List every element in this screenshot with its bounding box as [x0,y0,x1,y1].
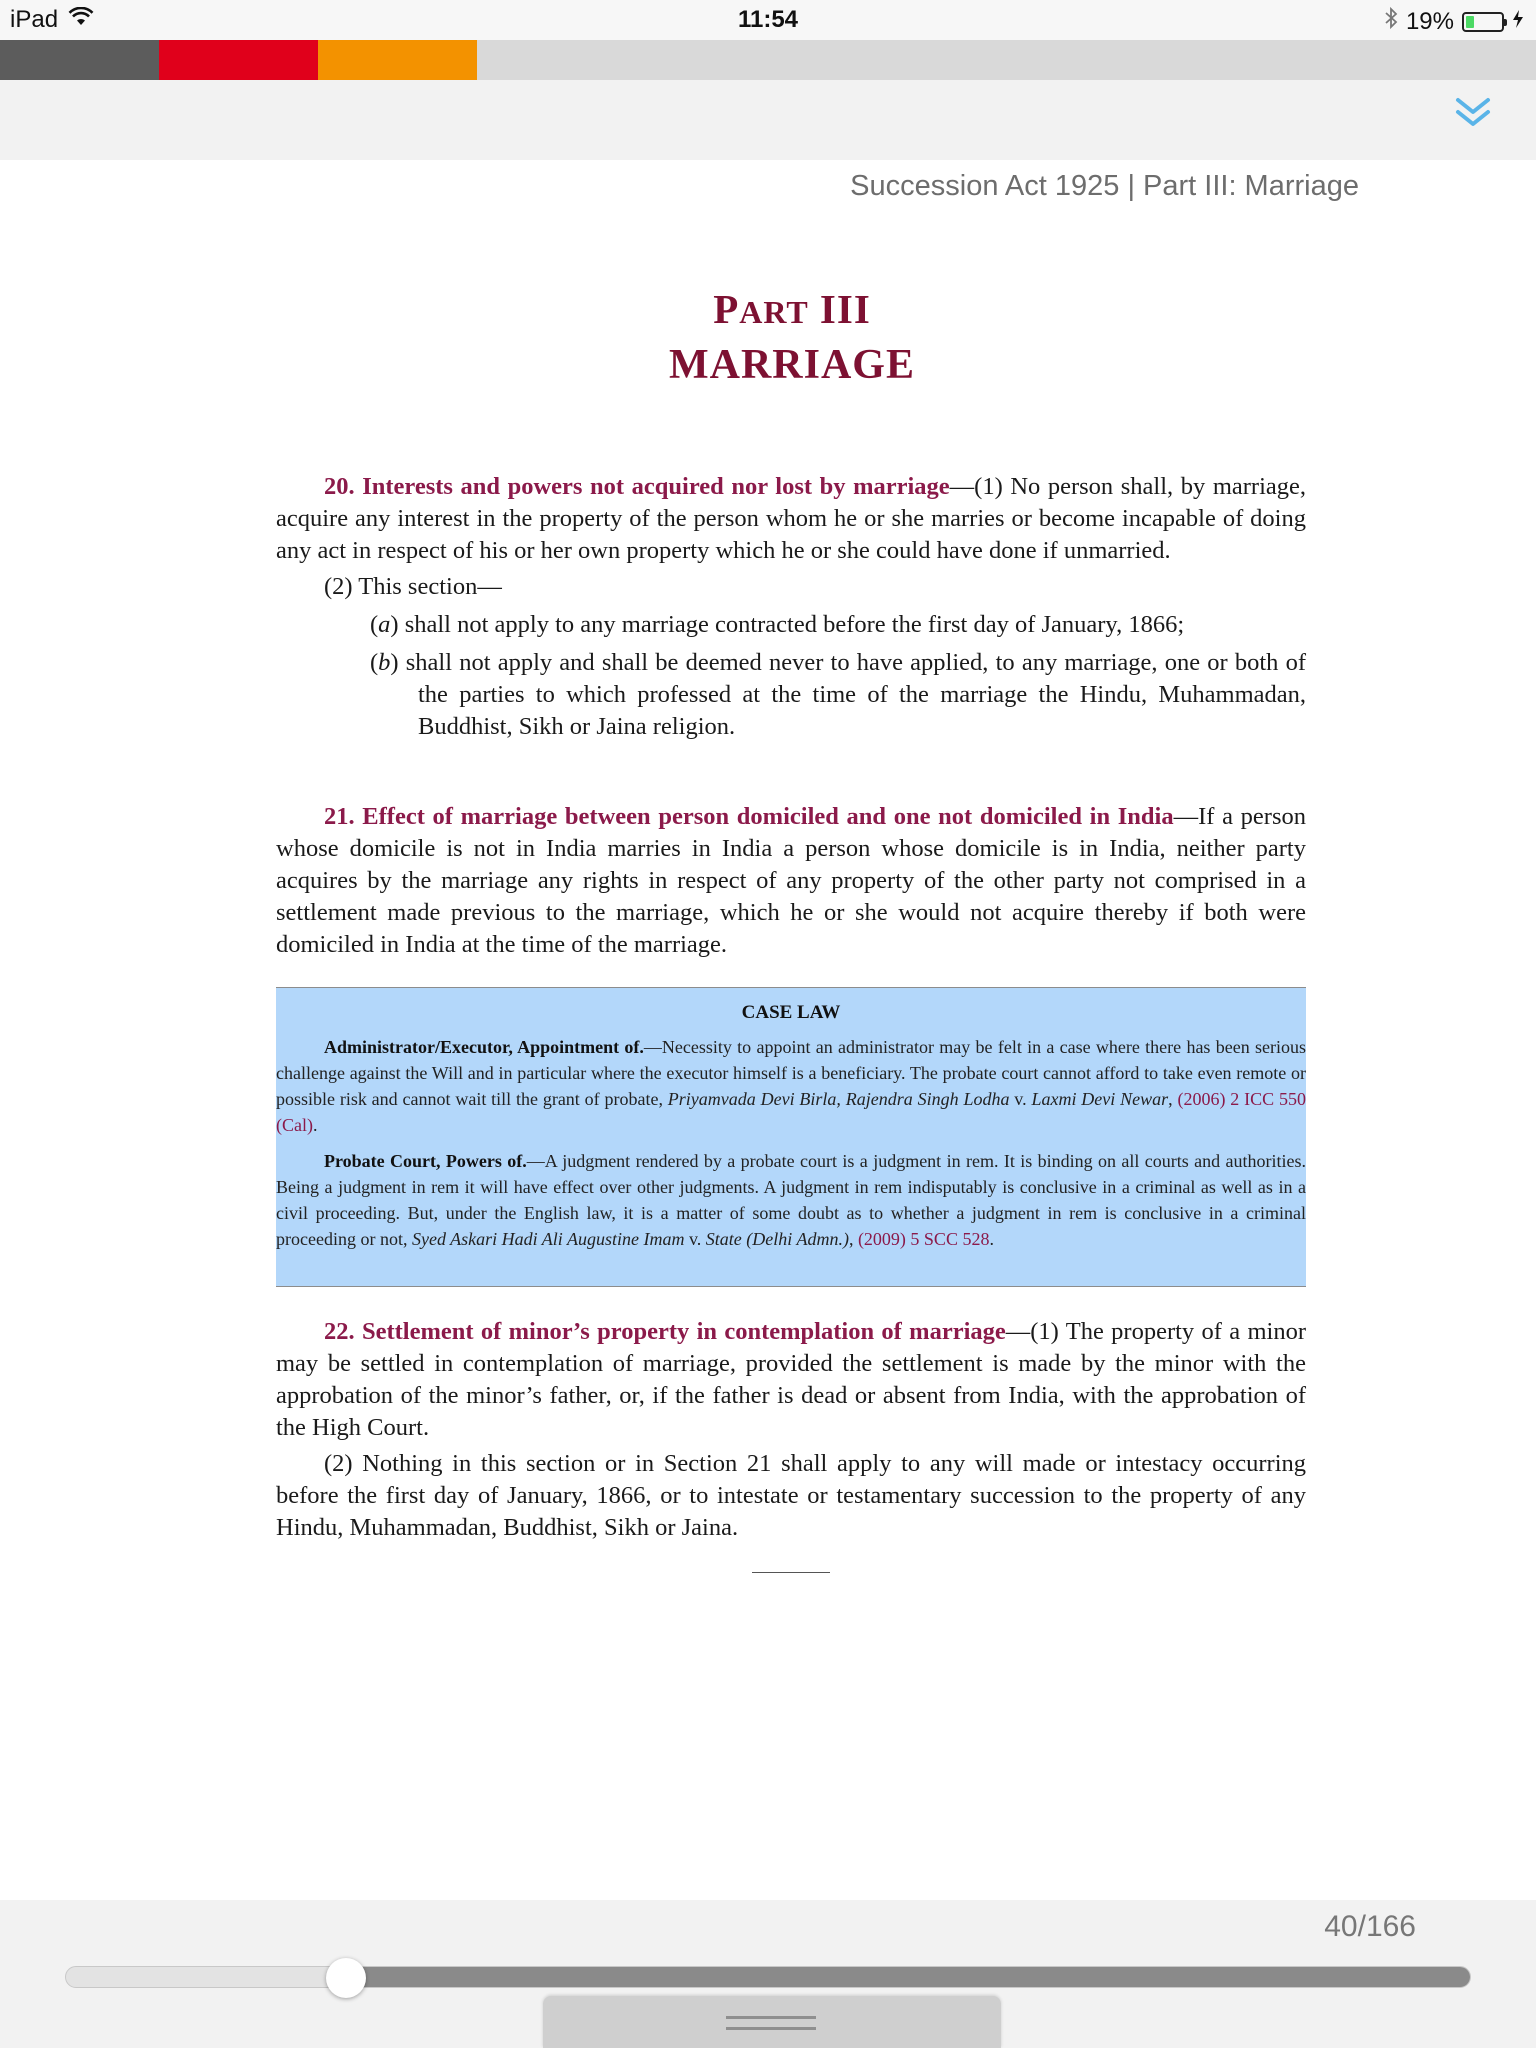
end-divider [752,1572,830,1573]
section-20-para: 20. Interests and powers not acquired nor lost by marriage—(1) No person shall, by marriage, acquire any interest in the property of the person whom he or she marries or become incapable of doing any act in respect of his or her own property which he or she could have done if unmarried. [276,473,1307,564]
citation-link[interactable]: (2009) 5 SCC 528 [857,1229,990,1249]
part-name: MARRIAGE [669,342,915,388]
device-name: iPad [10,6,59,33]
section-20-sub2: (2) This section— [324,573,502,600]
section-21-heading: 21. Effect of marriage between person domiciled and one not domiciled in India [324,803,1174,830]
tab-dark[interactable] [0,40,159,80]
color-tab-strip [0,40,1536,80]
section-20 [276,471,1306,743]
running-header: Succession Act 1925 | Part III: Marriage [850,170,1359,202]
section-21-para: 21. Effect of marriage between person domiciled and one not domiciled in India—If a person whose domicile is not in India marries in India a person whose domicile is in India, neither party acquires by the marriage any rights in respect of any property of the other party not comprised in a settlement made previous to the marriage, which he or she would not acquire thereby if both were domiciled in India at the time of the marriage. [276,803,1307,958]
double-chevron-down-icon [1448,88,1498,138]
bluetooth-icon [1384,6,1398,37]
part-label: PART III [713,286,871,332]
case-law-para-2: Probate Court, Powers of.—A judgment rendered by a probate court is a judgment in rem. It is binding on all courts and authorities. Being a judgment in rem it will have effect over other judgments. A judgment in rem indisputably is conclusive in a criminal as well as in a civil proceeding. But, under the English law, it is a matter of some doubt as to whether a judgment in rem is conclusive in a criminal proceeding or not, Syed Askari Hadi Ali Augustine Imam v. State (Delhi Admn.), (2009) 5 SCC 528. [276,1151,1307,1249]
section-22-sub2: (2) Nothing in this section or in Section 21 shall apply to any will made or intestacy occurring before the first day of January, 1866, or to intestate or testamentary succession to the property of any Hindu, Muhammadan, Buddhist, Sikh or Jaina. [276,1450,1306,1541]
section-21 [276,801,1306,961]
part-title [0,285,1536,389]
page-slider-track[interactable] [65,1966,1471,1988]
battery-percent: 19% [1405,7,1454,35]
case-law-box [276,987,1306,1287]
reader-toolbar [0,80,1536,160]
status-bar [0,0,1536,40]
tab-orange[interactable] [318,40,477,80]
section-22 [276,1316,1306,1544]
tab-red[interactable] [159,40,318,80]
clock: 11:54 [737,6,799,33]
case-law-para-1: Administrator/Executor, Appointment of.—Necessity to appoint an administrator may be felt in a case where there has been serious challenge against the Will and in particular where the executor himself is a beneficiary. The probate court cannot afford to take even remote or possible risk and cannot wait till the grant of probate, Priyamvada Devi Birla, Rajendra Singh Lodha v. Laxmi Devi Newar, (2006) 2 ICC 550 (Cal). [276,1037,1306,1135]
section-22-para: 22. Settlement of minor’s property in contemplation of marriage—(1) The property of a minor may be settled in contemplation of marriage, provided the settlement is made by the minor with the approbation of the minor’s father, or, if the father is dead or absent from India, with the approbation of the High Court. [276,1318,1306,1441]
charging-bolt-icon [1512,8,1524,36]
case-law-title: CASE LAW [741,1002,841,1023]
page-counter: 40/166 [1324,1910,1416,1943]
bottom-nav-bar [0,1900,1536,2048]
battery-icon [1462,12,1504,32]
page-slider-thumb[interactable] [326,1958,366,1998]
citation-link[interactable]: (2006) 2 ICC 550 (Cal) [276,1089,1306,1135]
drawer-handle[interactable] [543,1996,1001,2048]
collapse-button[interactable] [1448,88,1498,138]
section-20-clause-a: (a) shall not apply to any marriage contracted before the first day of January, 1866; [370,611,1185,638]
section-20-clause-b: (b) shall not apply and shall be deemed never to have applied, to any marriage, one or both of the parties to which professed at the time of the marriage the Hindu, Muhammadan, Buddhist, Sikh or Jaina religion. [370,649,1306,740]
page-slider-fill [347,1967,1470,1987]
section-22-heading: 22. Settlement of minor’s property in contemplation of marriage [324,1318,1006,1345]
section-20-heading: 20. Interests and powers not acquired nor lost by marriage [324,473,950,500]
grip-lines-icon [726,2016,816,2030]
